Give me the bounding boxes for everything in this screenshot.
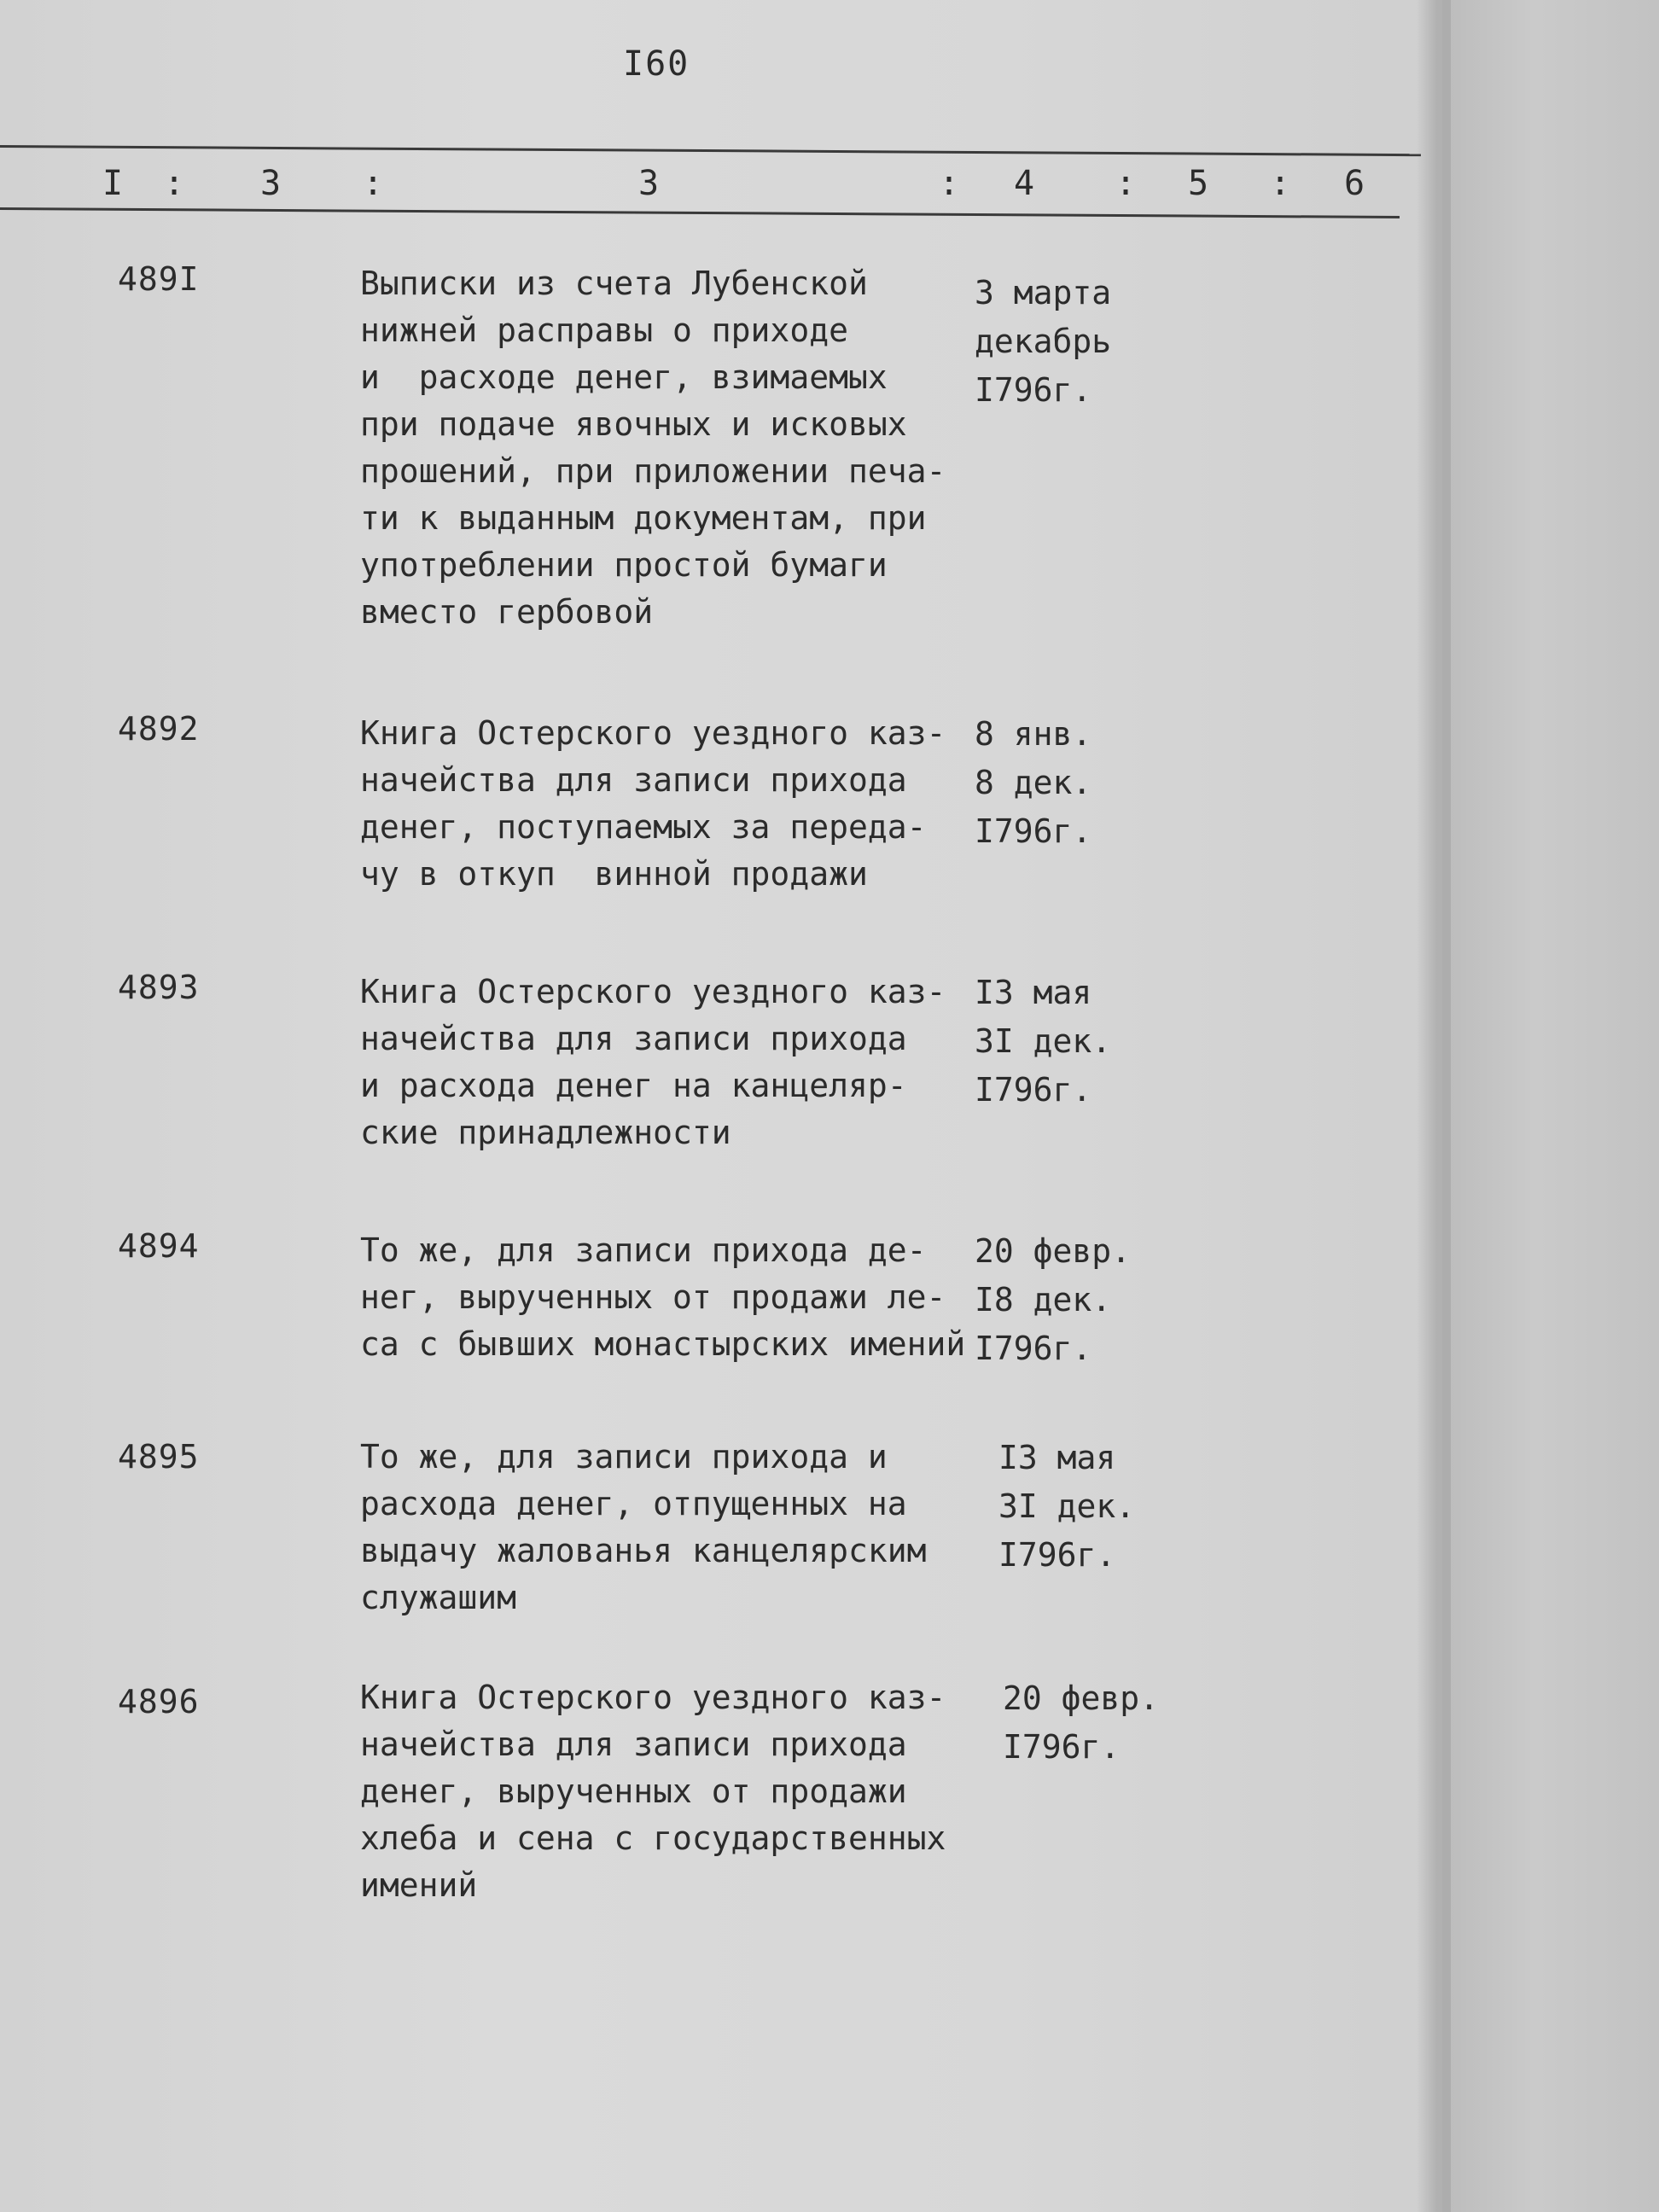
header-separator: : xyxy=(1115,164,1137,203)
record-number: 4895 xyxy=(118,1438,200,1476)
record-description: Книга Остерского уездного каз- начейства для записи прихода денег, вырученных от продажи хлеба и сена с государственных имений xyxy=(360,1679,946,1904)
record-number: 4892 xyxy=(118,710,200,748)
background-surface xyxy=(1451,0,1659,2212)
record-dates: 20 февр. I796г. xyxy=(1003,1679,1160,1766)
page-number: I60 xyxy=(623,44,690,84)
record-description: Книга Остерского уездного каз- начейства для записи прихода денег, поступаемых за переда- чу в откуп винной продажи xyxy=(360,714,946,893)
record-number: 489I xyxy=(118,260,200,298)
record-number: 4896 xyxy=(118,1683,200,1720)
record-dates: 8 янв. 8 дек. I796г. xyxy=(975,715,1092,850)
record-description: Книга Остерского уездного каз- начейства для записи прихода и расхода денег на канцеляр- ские принадлежности xyxy=(360,973,946,1151)
header-col-3: 3 xyxy=(260,164,282,203)
header-col-4: 4 xyxy=(1014,164,1035,203)
record-description: То же, для записи прихода и расхода денег, отпущенных на выдачу жалованья канцелярским служашим xyxy=(360,1438,927,1616)
record-description: Выписки из счета Лубенской нижней расправы о приходе и расходе денег, взимаемых при подаче явочных и исковых прошений, при приложении печа- ти к выданным документам, при употреблении простой бумаги вместо гербовой xyxy=(360,265,946,631)
header-separator: : xyxy=(164,164,185,203)
record-dates: 20 февр. I8 дек. I796г. xyxy=(975,1232,1132,1367)
header-separator: : xyxy=(1270,164,1291,203)
header-separator: : xyxy=(363,164,384,203)
page-edge-shadow xyxy=(1417,0,1451,2212)
header-col-3b: 3 xyxy=(638,164,660,203)
record-dates: 3 марта декабрь I796г. xyxy=(975,274,1112,409)
record-description: То же, для записи прихода де- нег, вырученных от продажи ле- са с бывших монастырских имений xyxy=(360,1231,966,1363)
header-separator: : xyxy=(939,164,960,203)
header-col-5: 5 xyxy=(1188,164,1209,203)
record-number: 4894 xyxy=(118,1227,200,1265)
header-col-6: 6 xyxy=(1344,164,1365,203)
record-dates: I3 мая 3I дек. I796г. xyxy=(975,974,1112,1109)
record-dates: I3 мая 3I дек. I796г. xyxy=(998,1439,1136,1574)
header-col-1: I xyxy=(102,164,124,203)
record-number: 4893 xyxy=(118,969,200,1006)
